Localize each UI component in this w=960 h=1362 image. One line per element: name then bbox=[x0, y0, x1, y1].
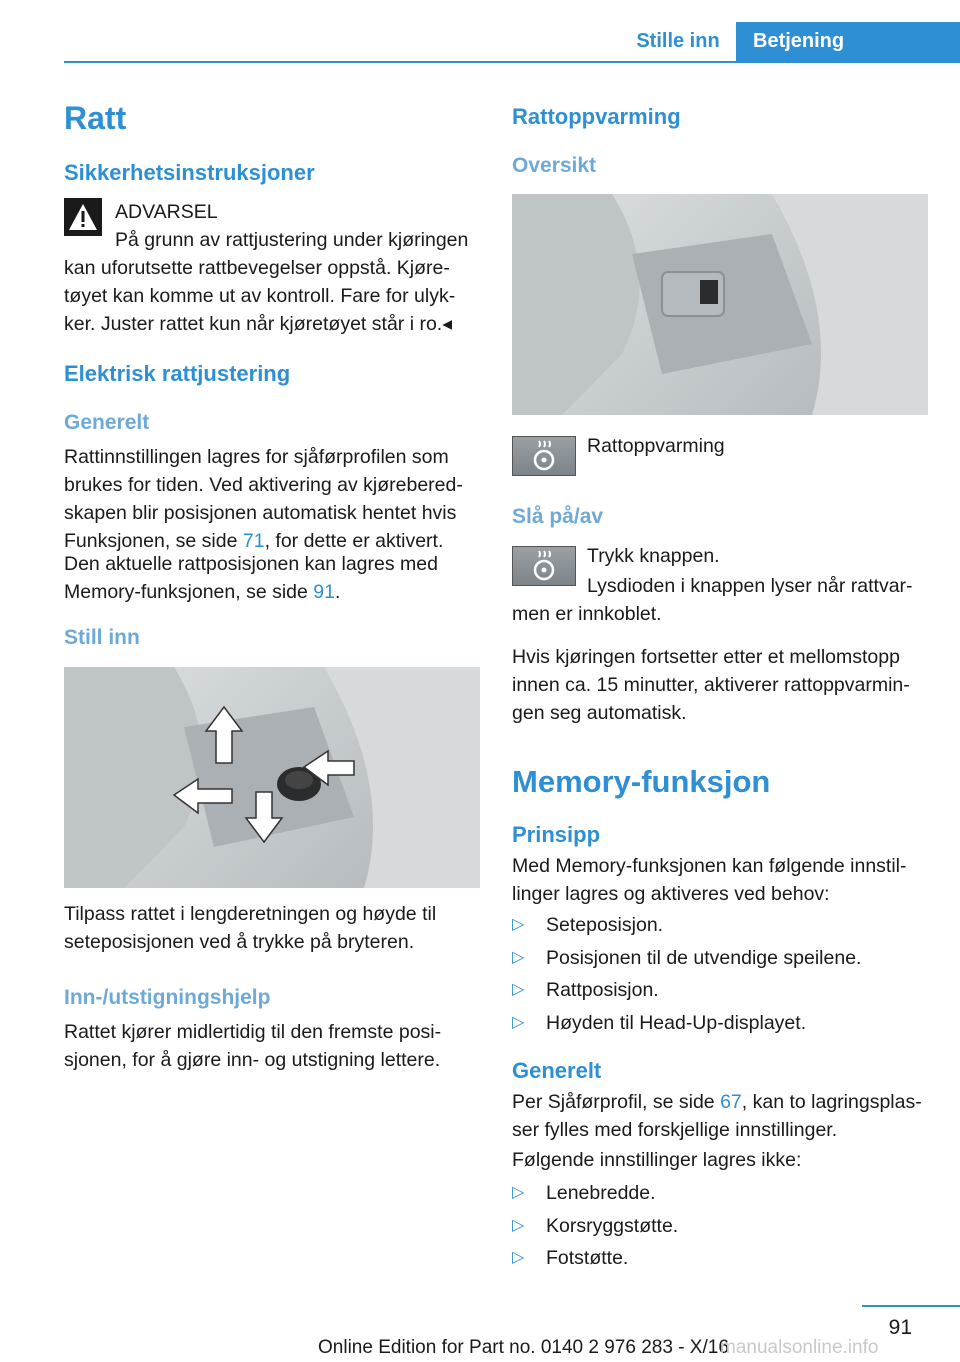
page-link-91[interactable]: 91 bbox=[313, 581, 335, 603]
page-title: Ratt bbox=[64, 100, 127, 136]
safety-heading: Sikkerhetsinstruksjoner bbox=[64, 160, 315, 185]
bullet-triangle-icon: ▷ bbox=[512, 981, 525, 998]
principle-text: Med Memory-funksjonen kan følgende innstil- linger lagres og aktiveres ved behov: bbox=[512, 855, 907, 905]
warning-text: På grunn av rattjustering under kjøringen kan uforutsette rattbevegelser oppstå. Kjøre- tøyet kan komme ut av kontroll. Fare for ulyk- ker. Juster rattet kun når kjøretøyet står i ro.◂ bbox=[64, 229, 469, 335]
general-paragraph-2: Den aktuelle rattposisjonen kan lagres med Memory-funksjonen, se side 91. bbox=[64, 553, 438, 603]
memory-general-text: Per Sjåførprofil, se side 67, kan to lagringsplas- ser fylles med forskjellige innstillinger. bbox=[512, 1091, 922, 1141]
not-saved-list bbox=[512, 1179, 928, 1277]
not-saved-intro: Følgende innstillinger lagres ikke: bbox=[512, 1149, 802, 1171]
page-link-71[interactable]: 71 bbox=[242, 530, 265, 552]
page-link-67[interactable]: 67 bbox=[720, 1091, 742, 1113]
watermark: manualsonline.info bbox=[720, 1337, 879, 1358]
led-text: Lysdioden i knappen lyser når rattvar- men er innkoblet. bbox=[512, 575, 913, 625]
edition-footer: Online Edition for Part no. 0140 2 976 283 - X/16 bbox=[318, 1337, 729, 1358]
overview-heading: Oversikt bbox=[512, 154, 597, 177]
memory-heading: Memory-funksjon bbox=[512, 764, 771, 799]
principle-heading: Prinsipp bbox=[512, 822, 601, 847]
auto-activation-text: Hvis kjøringen fortsetter etter et mellomstopp innen ca. 15 minutter, aktiverer rattoppvarmin- gen seg automatisk. bbox=[512, 646, 910, 724]
list-item: ▷ Høyden til Head-Up-displayet. bbox=[512, 1009, 928, 1042]
header-section-label: Stille inn bbox=[636, 30, 720, 52]
page-number: 91 bbox=[888, 1316, 912, 1339]
general-heading: Generelt bbox=[64, 411, 150, 434]
onoff-heading: Slå på/av bbox=[512, 505, 604, 528]
bullet-triangle-icon: ▷ bbox=[512, 1184, 525, 1201]
list-item: ▷ Rattposisjon. bbox=[512, 976, 928, 1009]
list-item: ▷ Lenebredde. bbox=[512, 1179, 928, 1212]
heating-heading: Rattoppvarming bbox=[512, 104, 681, 129]
general-paragraph-1: Rattinnstillingen lagres for sjåførprofilen som brukes for tiden. Ved aktivering av kjørebered- skapen blir posisjonen automatisk hentet hvis Funksjonen, se side 71, for dette er aktivert. bbox=[64, 446, 463, 552]
heating-button-photo bbox=[512, 194, 928, 415]
electric-adjust-heading: Elektrisk rattjustering bbox=[64, 361, 291, 386]
list-item: ▷ Korsryggstøtte. bbox=[512, 1212, 928, 1245]
warning-label: ADVARSEL bbox=[115, 201, 218, 223]
header-rule bbox=[64, 61, 960, 63]
list-item: ▷ Posisjonen til de utvendige speilene. bbox=[512, 944, 928, 977]
bullet-triangle-icon: ▷ bbox=[512, 1013, 525, 1031]
footer-rule bbox=[862, 1305, 960, 1307]
warning-block bbox=[64, 198, 480, 338]
bullet-triangle-icon: ▷ bbox=[512, 1216, 525, 1234]
header-chapter-tab: Betjening bbox=[736, 22, 960, 63]
heating-icon-caption: Rattoppvarming bbox=[587, 435, 725, 457]
warning-icon bbox=[64, 198, 102, 236]
saved-settings-list bbox=[512, 911, 928, 1041]
entry-help-heading: Inn-/utstigningshjelp bbox=[64, 986, 271, 1009]
bullet-triangle-icon: ▷ bbox=[512, 948, 525, 966]
adjust-text: Tilpass rattet i lengderetningen og høyde til seteposisjonen ved å trykke på bryteren. bbox=[64, 903, 437, 953]
bullet-triangle-icon: ▷ bbox=[512, 1249, 525, 1266]
list-item: ▷ Fotstøtte. bbox=[512, 1244, 928, 1277]
press-button-text: Trykk knappen. bbox=[587, 545, 720, 567]
bullet-triangle-icon: ▷ bbox=[512, 916, 525, 933]
list-item: ▷ Seteposisjon. bbox=[512, 911, 928, 944]
memory-general-heading: Generelt bbox=[512, 1058, 602, 1083]
adjust-heading: Still inn bbox=[64, 626, 140, 649]
steering-adjust-switch-photo bbox=[64, 667, 480, 888]
entry-help-text: Rattet kjører midlertidig til den fremste posi- sjonen, for å gjøre inn- og utstigning lettere. bbox=[64, 1021, 442, 1071]
